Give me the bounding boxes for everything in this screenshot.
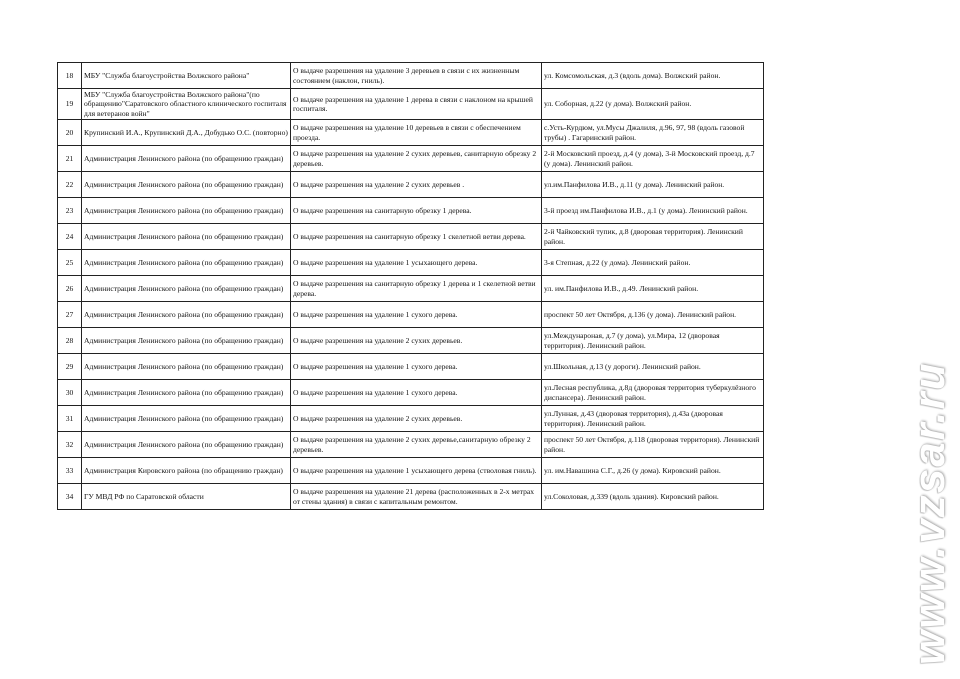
- subject-cell: О выдаче разрешения на удаление 1 усыхающего дерева.: [291, 250, 542, 276]
- address-cell: ул. им.Навашина С.Г., д.26 (у дома). Кировский район.: [542, 458, 764, 484]
- applicant-cell: Администрация Ленинского района (по обращению граждан): [82, 250, 291, 276]
- row-number-cell: 26: [58, 276, 82, 302]
- address-cell: проспект 50 лет Октября, д.118 (дворовая территория). Ленинский район.: [542, 432, 764, 458]
- applicant-cell: МБУ "Служба благоустройства Волжского района": [82, 63, 291, 89]
- row-number-cell: 24: [58, 224, 82, 250]
- table-row: [58, 432, 764, 458]
- applicant-cell: Администрация Ленинского района (по обращению граждан): [82, 354, 291, 380]
- row-number-cell: 19: [58, 89, 82, 120]
- applicant-cell: Администрация Ленинского района (по обращению граждан): [82, 328, 291, 354]
- row-number-cell: 23: [58, 198, 82, 224]
- address-cell: ул. им.Панфилова И.В., д.49. Ленинский район.: [542, 276, 764, 302]
- address-cell: ул.Лунная, д.43 (дворовая территория), д.43а (дворовая территория). Ленинский район.: [542, 406, 764, 432]
- address-cell: 2-й Чайковский тупик, д.8 (дворовая территория). Ленинский район.: [542, 224, 764, 250]
- row-number-cell: 25: [58, 250, 82, 276]
- permits-table: [57, 62, 764, 510]
- address-cell: ул. Комсомольская, д.3 (вдоль дома). Волжский район.: [542, 63, 764, 89]
- address-cell: ул.им.Панфилова И.В., д.11 (у дома). Ленинский район.: [542, 172, 764, 198]
- table-row: [58, 328, 764, 354]
- applicant-cell: Администрация Ленинского района (по обращению граждан): [82, 276, 291, 302]
- subject-cell: О выдаче разрешения на удаление 2 сухих деревьев.: [291, 328, 542, 354]
- subject-cell: О выдаче разрешения на удаление 1 дерева в связи с наклоном на крышей госпиталя.: [291, 89, 542, 120]
- address-cell: ул.Соколовая, д.339 (вдоль здания). Кировский район.: [542, 484, 764, 510]
- row-number-cell: 33: [58, 458, 82, 484]
- table-row: [58, 120, 764, 146]
- table-row: [58, 484, 764, 510]
- table-row: [58, 146, 764, 172]
- subject-cell: О выдаче разрешения на санитарную обрезку 1 дерева.: [291, 198, 542, 224]
- address-cell: с.Усть-Курдюм, ул.Мусы Джалиля, д.96, 97, 98 (вдоль газовой трубы) . Гагаринский район.: [542, 120, 764, 146]
- subject-cell: О выдаче разрешения на удаление 1 сухого дерева.: [291, 302, 542, 328]
- row-number-cell: 20: [58, 120, 82, 146]
- subject-cell: О выдаче разрешения на удаление 2 сухих деревье,санитарную обрезку 2 деревьев.: [291, 432, 542, 458]
- applicant-cell: Администрация Кировского района (по обращению граждан): [82, 458, 291, 484]
- address-cell: ул.Лесная республика, д.8д (дворовая территория туберкулёзного диспансера). Ленинский район.: [542, 380, 764, 406]
- applicant-cell: МБУ "Служба благоустройства Волжского района"(по обращению"Саратовского областного клинического госпиталя для ветеранов войн": [82, 89, 291, 120]
- address-cell: ул. Соборная, д.22 (у дома). Волжский район.: [542, 89, 764, 120]
- table-row: [58, 276, 764, 302]
- subject-cell: О выдаче разрешения на удаление 2 сухих деревьев.: [291, 406, 542, 432]
- applicant-cell: Администрация Ленинского района (по обращению граждан): [82, 198, 291, 224]
- row-number-cell: 28: [58, 328, 82, 354]
- table-row: [58, 380, 764, 406]
- address-cell: 3-я Степная, д.22 (у дома). Ленинский район.: [542, 250, 764, 276]
- row-number-cell: 21: [58, 146, 82, 172]
- subject-cell: О выдаче разрешения на удаление 21 дерева (расположенных в 2-х метрах от стены здания) в связи с капитальным ремонтом.: [291, 484, 542, 510]
- table-row: [58, 198, 764, 224]
- applicant-cell: Администрация Ленинского района (по обращению граждан): [82, 146, 291, 172]
- address-cell: ул.Междунароная, д.7 (у дома), ул.Мира, 12 (дворовая территория). Ленинский район.: [542, 328, 764, 354]
- table-row: [58, 172, 764, 198]
- applicant-cell: Администрация Ленинского района (по обращению граждан): [82, 224, 291, 250]
- permits-table-body: [58, 63, 764, 510]
- applicant-cell: Администрация Ленинского района (по обращению граждан): [82, 172, 291, 198]
- subject-cell: О выдаче разрешения на удаление 1 усыхающего дерева (стволовая гниль).: [291, 458, 542, 484]
- row-number-cell: 30: [58, 380, 82, 406]
- subject-cell: О выдаче разрешения на удаление 3 деревьев в связи с их жизненным состоянием (наклон, гниль).: [291, 63, 542, 89]
- row-number-cell: 18: [58, 63, 82, 89]
- row-number-cell: 22: [58, 172, 82, 198]
- address-cell: 3-й проезд им.Панфилова И.В., д.1 (у дома). Ленинский район.: [542, 198, 764, 224]
- subject-cell: О выдаче разрешения на санитарную обрезку 1 дерева и 1 скелетной ветви дерева.: [291, 276, 542, 302]
- row-number-cell: 34: [58, 484, 82, 510]
- address-cell: ул.Школьная, д.13 (у дороги). Ленинский район.: [542, 354, 764, 380]
- site-watermark: www.vzsar.ru: [905, 361, 954, 665]
- applicant-cell: Администрация Ленинского района (по обращению граждан): [82, 380, 291, 406]
- address-cell: 2-й Московский проезд, д.4 (у дома), 3-й Московский проезд, д.7 (у дома). Ленинский район.: [542, 146, 764, 172]
- table-row: [58, 458, 764, 484]
- table-row: [58, 354, 764, 380]
- applicant-cell: Крупинский И.А., Крупинский Д.А., Добудько О.С. (повторно): [82, 120, 291, 146]
- applicant-cell: Администрация Ленинского района (по обращению граждан): [82, 406, 291, 432]
- table-row: [58, 89, 764, 120]
- subject-cell: О выдаче разрешения на удаление 2 сухих деревьев, санитарную обрезку 2 деревьев.: [291, 146, 542, 172]
- subject-cell: О выдаче разрешения на удаление 1 сухого дерева.: [291, 354, 542, 380]
- row-number-cell: 27: [58, 302, 82, 328]
- table-row: [58, 302, 764, 328]
- table-row: [58, 63, 764, 89]
- row-number-cell: 31: [58, 406, 82, 432]
- address-cell: проспект 50 лет Октября, д.136 (у дома). Ленинский район.: [542, 302, 764, 328]
- applicant-cell: Администрация Ленинского района (по обращению граждан): [82, 302, 291, 328]
- subject-cell: О выдаче разрешения на удаление 10 деревьев в связи с обеспечением проезда.: [291, 120, 542, 146]
- table-row: [58, 250, 764, 276]
- subject-cell: О выдаче разрешения на санитарную обрезку 1 скелетной ветви дерева.: [291, 224, 542, 250]
- applicant-cell: ГУ МВД РФ по Саратовской области: [82, 484, 291, 510]
- applicant-cell: Администрация Ленинского района (по обращению граждан): [82, 432, 291, 458]
- row-number-cell: 32: [58, 432, 82, 458]
- table-row: [58, 224, 764, 250]
- subject-cell: О выдаче разрешения на удаление 2 сухих деревьев .: [291, 172, 542, 198]
- row-number-cell: 29: [58, 354, 82, 380]
- subject-cell: О выдаче разрешения на удаление 1 сухого дерева.: [291, 380, 542, 406]
- table-row: [58, 406, 764, 432]
